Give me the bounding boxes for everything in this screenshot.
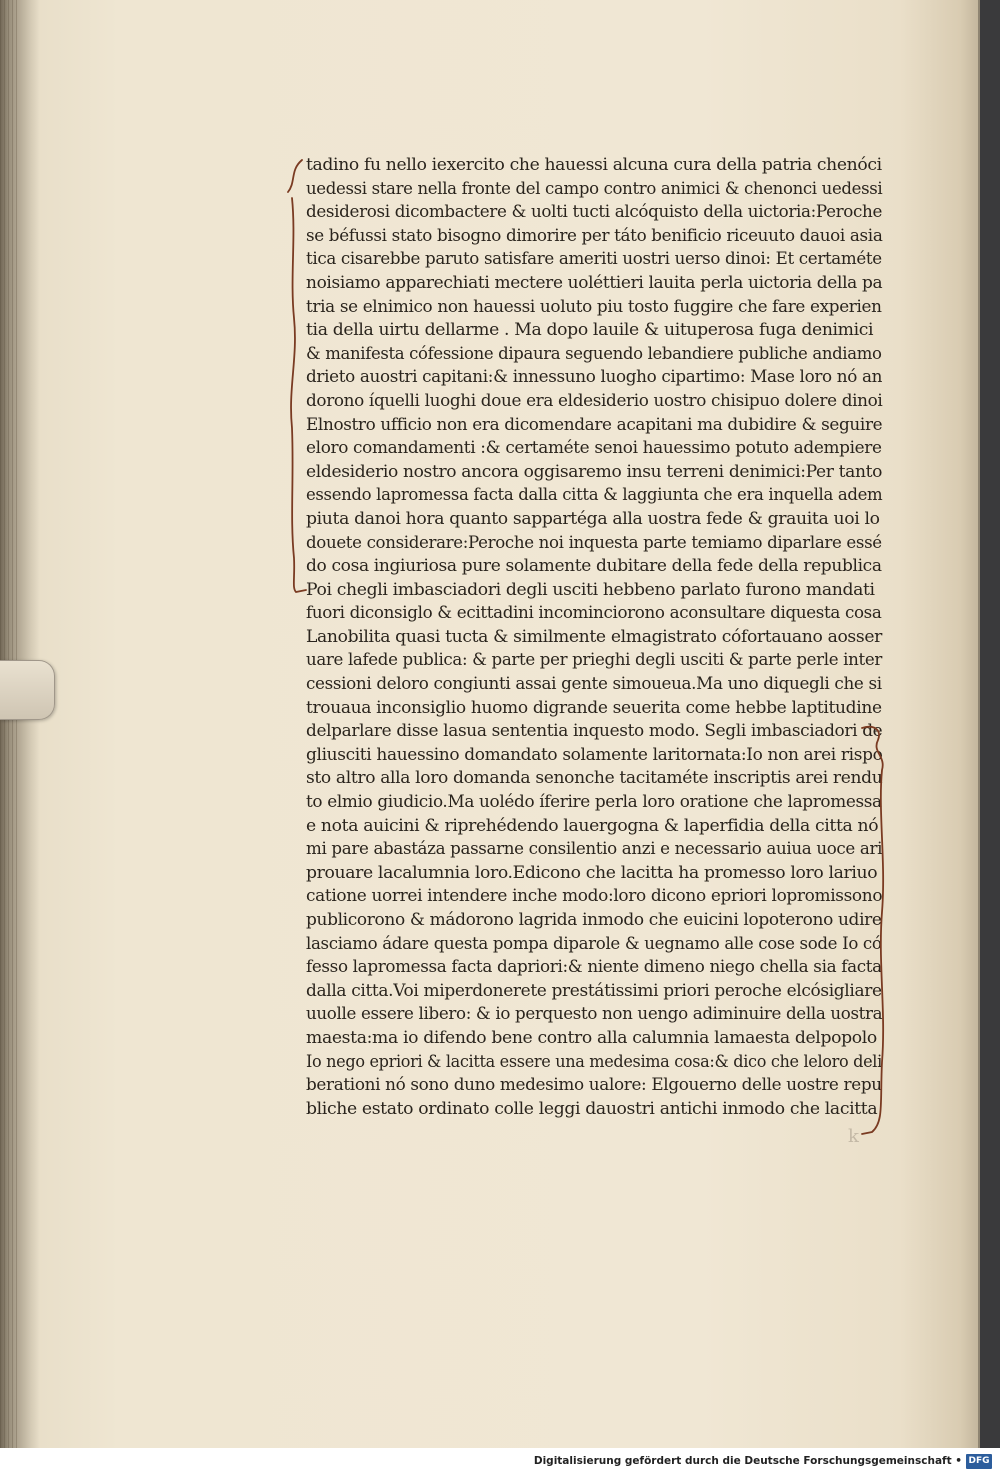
gutter-shadow (0, 0, 40, 1448)
text-line: douete considerare:Peroche noi inquesta parte temiamo diparlare essé (306, 532, 882, 553)
text-line: drieto auostri capitani:& innessuno luogho cipartimo: Mase loro nó an (306, 367, 883, 388)
text-line: eldesiderio nostro ancora oggisaremo insu terreni denimici:Per tanto (306, 461, 883, 482)
text-line: delparlare disse lasua sententia inquesto modo. Segli imbasciadori de (306, 721, 883, 742)
text-line: publicorono & mádorono lagrida inmodo che euicini lopoterono udire (306, 910, 882, 930)
footer-bar (0, 1448, 1000, 1476)
text-line: Lanobilita quasi tucta & similmente elmagistrato cófortauano aosser (306, 626, 883, 647)
text-line: uuolle essere libero: & io perquesto non uengo adiminuire della uostra (306, 1004, 883, 1025)
right-margin-bracket (858, 722, 892, 1137)
printed-text (306, 154, 882, 1121)
dfg-logo: DFG (966, 1454, 992, 1469)
text-line: se béfussi stato bisogno dimorire per táto benificio riceuuto dauoi asia (306, 225, 883, 246)
text-line: catione uorrei intendere inche modo:loro dicono epriori lopromissono (306, 886, 883, 907)
text-line: lasciamo ádare questa pompa diparole & uegnamo alle cose sode Io có (306, 933, 882, 954)
text-line: cessioni deloro congiunti assai gente simoueua.Ma uno diquegli che si (306, 674, 882, 695)
text-line: piuta danoi hora quanto sappartéga alla uostra fede & grauita uoi lo (306, 508, 880, 529)
text-line: & manifesta cófessione dipaura seguendo lebandiere publiche andiamo (306, 343, 882, 364)
text-line: tadino fu nello iexercito che hauessi alcuna cura della patria chenóci (306, 155, 882, 175)
bleed-through-mark: k (848, 1126, 859, 1147)
text-line: Elnostro ufficio non era dicomendare acapitani ma dubidire & seguire (306, 414, 883, 435)
text-line: tria se elnimico non hauessi uoluto piu tosto fuggire che fare experien (306, 296, 882, 317)
text-line: Io nego epriori & lacitta essere una medesima cosa:& dico che leloro deli (306, 1051, 882, 1072)
text-line: trouaua inconsiglio huomo digrande seuerita come hebbe laptitudine (306, 697, 882, 718)
text-line: to elmio giudicio.Ma uolédo íferire perla loro oratione che lapromessa (306, 792, 882, 813)
funding-credit: Digitalisierung gefördert durch die Deutsche Forschungsgemeinschaft • (533, 1455, 962, 1467)
text-line: prouare lacalumnia loro.Edicono che lacitta ha promesso loro lariuo (306, 862, 878, 883)
text-line: tia della uirtu dellarme . Ma dopo lauile & uituperosa fuga denimici (306, 320, 874, 341)
text-line: e nota auicini & riprehédendo lauergogna & laperfidia della citta nó (306, 815, 879, 836)
text-line: eloro comandamenti :& certaméte senoi hauessimo potuto adempiere (306, 438, 882, 459)
text-line: uare lafede publica: & parte per prieghi degli usciti & parte perle inter (306, 650, 882, 671)
text-line: mi pare abastáza passarne consilentio anzi e necessario auiua uoce ari (306, 839, 883, 860)
text-line: uedessi stare nella fronte del campo contro animici & chenonci uedessi (306, 178, 883, 199)
text-line: noisiamo apparechiati mectere uoléttieri lauita perla uictoria della pa (306, 272, 883, 293)
text-line: berationi nó sono duno medesimo ualore: Elgouerno delle uostre repu (306, 1075, 882, 1096)
text-line: sto altro alla loro domanda senonche tacitaméte inscriptis arei rendu (306, 768, 883, 789)
text-line: gliusciti hauessino domandato solamente laritornata:Io non arei rispo (306, 744, 883, 765)
text-line: maesta:ma io difendo bene contro alla calumnia lamaesta delpopolo (306, 1027, 877, 1048)
left-margin-bracket (282, 158, 308, 598)
text-line: dalla citta.Voi miperdonerete prestátissimi priori peroche elcósigliare (306, 980, 882, 1001)
text-line: fuori diconsiglo & ecittadini incominciorono aconsultare diquesta cosa (306, 603, 882, 624)
text-line: bliche estato ordinato colle leggi dauostri antichi inmodo che lacitta (306, 1098, 878, 1119)
page-tab (0, 660, 55, 720)
text-line: fesso lapromessa facta dapriori:& niente dimeno niego chella sia facta (306, 957, 882, 978)
text-line: desiderosi dicombactere & uolti tucti alcóquisto della uictoria:Peroche (306, 202, 883, 223)
text-line: do cosa ingiuriosa pure solamente dubitare della fede della republica (306, 556, 882, 577)
text-line: Poi chegli imbasciadori degli usciti hebbeno parlato furono mandati (306, 579, 875, 600)
text-line: tica cisarebbe paruto satisfare ameriti uostri uerso dinoi: Et certaméte (306, 249, 882, 270)
text-line: essendo lapromessa facta dalla citta & laggiunta che era inquella adem (306, 485, 883, 506)
text-line: dorono íquelli luoghi doue era eldesiderio uostro chisipuo dolere dinoi (306, 390, 883, 411)
